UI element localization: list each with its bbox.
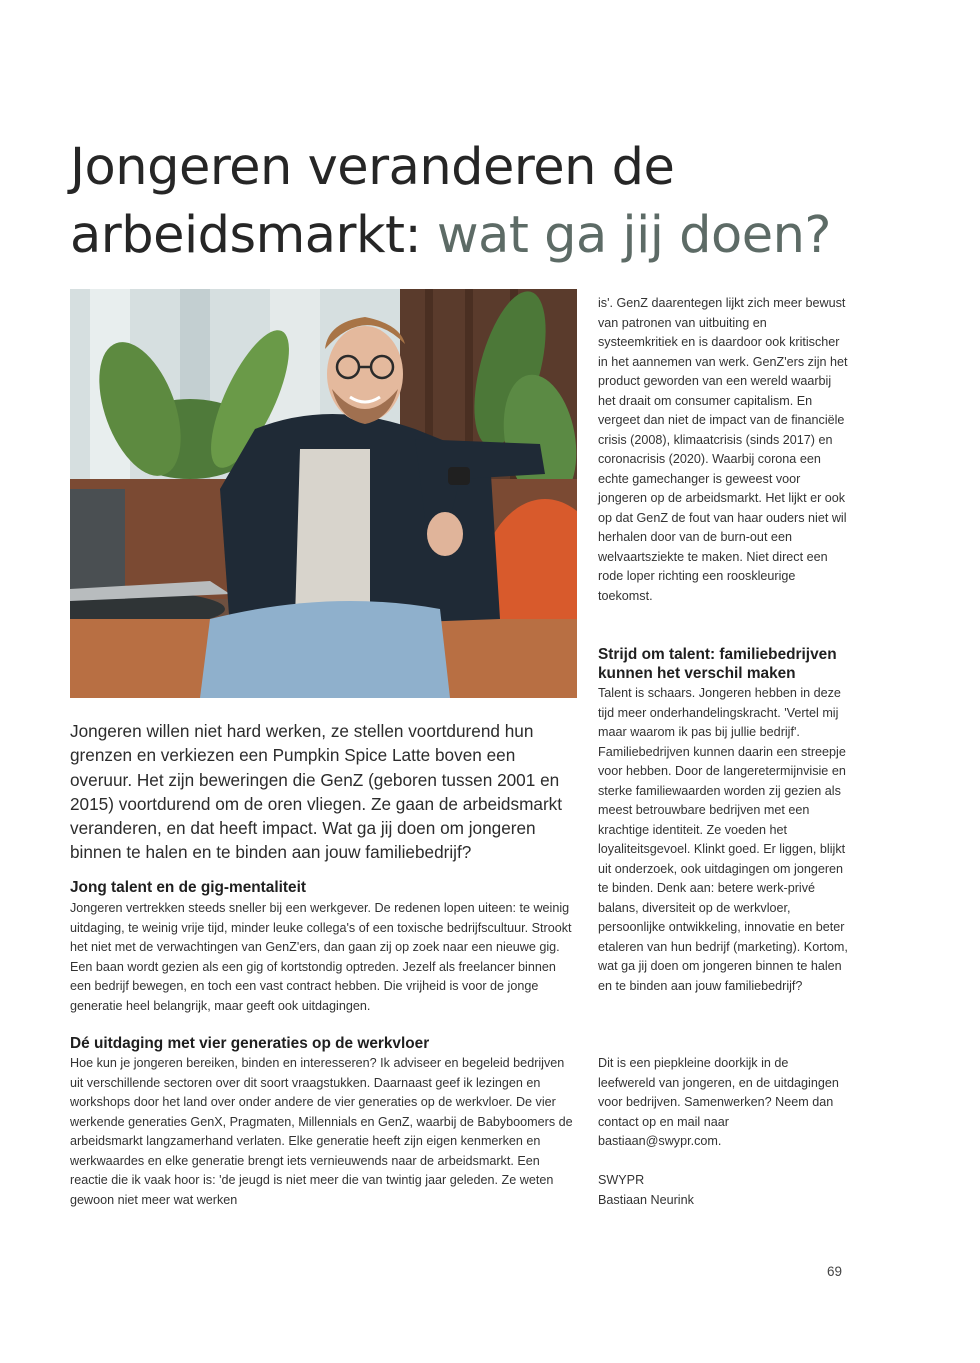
continuation-paragraph: is'. GenZ daarentegen lijkt zich meer bewust van patronen van uitbuiting en systeemkritiek en is daardoor ook kritischer in het aannemen van werk. GenZ'ers zijn het product geworden van een wereld waarbij het draait om consumer capitalism. En vergeet dan niet de impact van de financiële crisis (2008), klimaatcrisis (sinds 2017) en coronacrisis (2020). Waarbij corona een echte gamechanger is geweest voor jongeren op de arbeidsmarkt. Het lijkt er ook op dat GenZ de fout van haar ouders niet wil herhalen door van de burn-out een welvaartsziekte te maken. Niet direct een rode loper richting een rooskleurige toekomst. <box>598 296 848 603</box>
section-heading-talent: Strijd om talent: familiebedrijven kunnen het verschil maken <box>598 646 837 682</box>
intro-paragraph: Jongeren willen niet hard werken, ze stellen voortdurend hun grenzen en verkiezen een Pumpkin Spice Latte boven een overuur. Het zijn beweringen die GenZ (geboren tussen 2001 en 2015) voortdurend om de oren vliegen. Ze gaan de arbeidsmarkt veranderen, en dat heeft impact. Wat ga jij doen om jongeren binnen te halen en te binden aan jouw familiebedrijf? <box>70 721 563 863</box>
signature-company: SWYPR <box>598 1173 645 1187</box>
signature-name: Bastiaan Neurink <box>598 1193 694 1207</box>
section-body-gig: Jongeren vertrekken steeds sneller bij een werkgever. De redenen lopen uiteen: te weinig uitdaging, te weinig vrije tijd, minder leuke collega's of een toxische bedrijfscultuur. Strookt het niet met de verwachtingen van GenZ'ers, dan gaan zij op zoek naar een nieuwe gig. Een baan wordt gezien als een gig of kortstondig optreden. Jezelf als freelancer binnen een bedrijf bewegen, en toch een vast contract hebben. Die vrijheid is voor de jonge generatie heel belangrijk, maar geeft ook uitdagingen. <box>70 901 572 1013</box>
section-heading-generations: Dé uitdaging met vier generaties op de werkvloer <box>70 1035 430 1052</box>
title-main: Jongeren veranderen de arbeidsmarkt: <box>70 138 675 265</box>
closing-paragraph: Dit is een piepkleine doorkijk in de leefwereld van jongeren, en de uitdagingen voor bedrijven. Samenwerken? Neem dan contact op en mail naar bastiaan@swypr.com. <box>598 1056 839 1148</box>
section-body-talent: Talent is schaars. Jongeren hebben in deze tijd meer onderhandelingskracht. 'Vertel mij maar waarom ik pas bij jullie bedrijf'. Familiebedrijven kunnen daarin een streepje voor hebben. Door de langeretermijnvisie en sterke familiewaarden worden zij gezien als meest betrouwbare bedrijven met een krachtige identiteit. Ze voeden het loyaliteitsgevoel. Klinkt goed. Er liggen, blijkt uit onderzoek, ook uitdagingen om jongeren te binden. Denk aan: betere werk-privé balans, diversiteit op de werkvloer, persoonlijke ontwikkeling, innovatie en beter etaleren van hun bedrijf (marketing). Kortom, wat ga jij doen om jongeren binnen te halen en te binden aan jouw familiebedrijf? <box>598 686 848 993</box>
portrait-photo <box>70 289 577 698</box>
title-accent: wat ga jij doen? <box>436 206 831 265</box>
article-title <box>70 134 930 270</box>
page-number: 69 <box>826 1264 842 1279</box>
section-body-generations: Hoe kun je jongeren bereiken, binden en interesseren? Ik adviseer en begeleid bedrijven uit verschillende sectoren over dit soort vraagstukken. Daarnaast geef ik lezingen en workshops door het land over onder andere de vier generaties op de werkvloer. De vier werkende generaties GenX, Pragmaten, Millennials en GenZ, waarbij de Babyboomers de arbeidsmarkt langzamerhand verlaten. Elke generatie heeft zijn eigen kenmerken en werkwaardes en elke generatie brengt iets vernieuwends naar de arbeidsmarkt. Een reactie die ik vaak hoor is: 'de jeugd is niet meer die van twintig jaar geleden. Ze weten gewoon niet meer wat werken <box>70 1056 573 1207</box>
section-heading-gig: Jong talent en de gig-mentaliteit <box>70 879 307 896</box>
